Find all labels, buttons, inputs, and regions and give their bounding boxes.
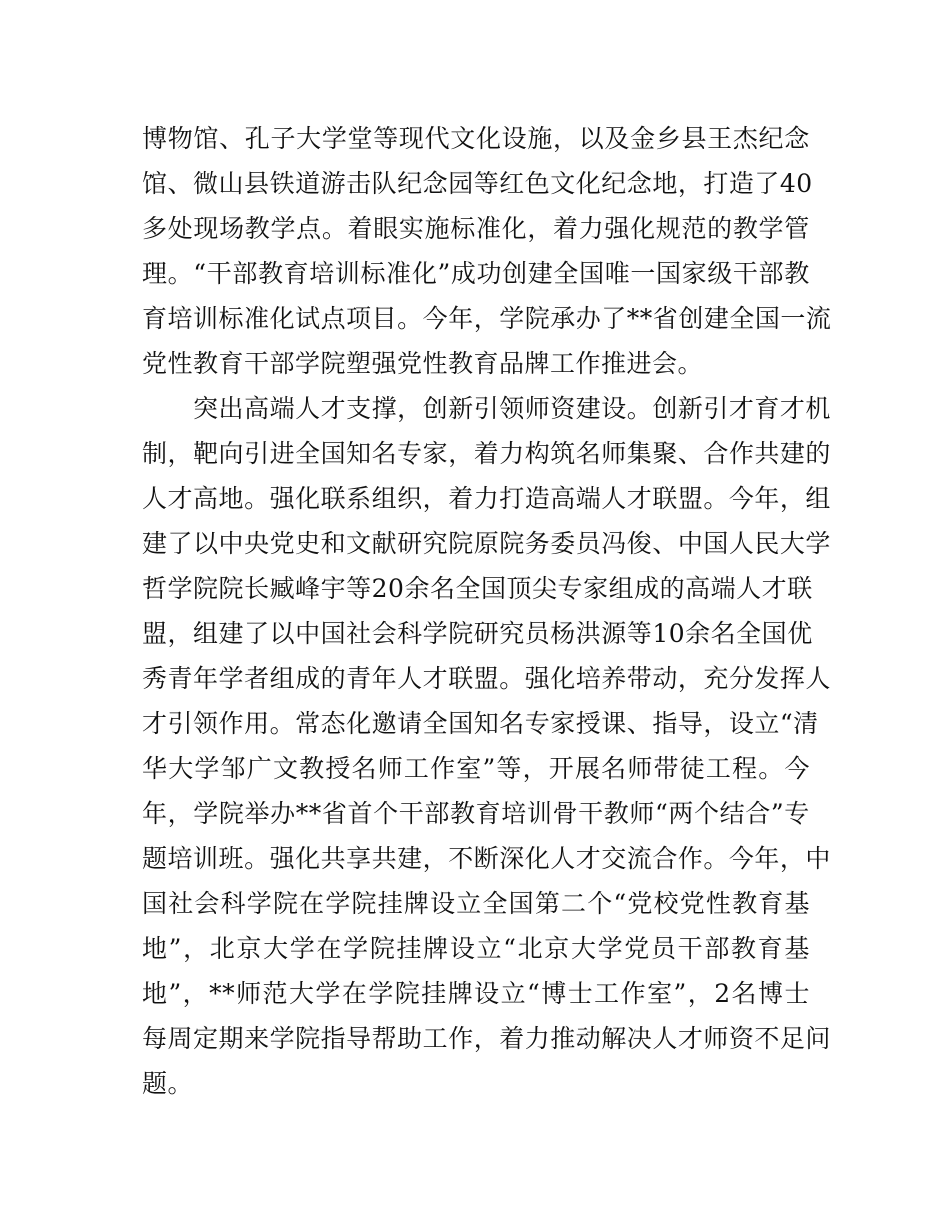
text-line: 党性教育干部学院塑强党性教育品牌工作推进会。 <box>142 349 704 378</box>
text-line: 地 ” ， ** 师 范 大 学 在 学 院 挂 牌 设 立 “ 博 士 工 作 室 ” ， 2 名 博 士 <box>142 979 810 1008</box>
paragraph-talent-support <box>142 386 831 1106</box>
text-line: 育 培 训 标 准 化 试 点 项 目 。 今 年 ， 学 院 承 办 了 ** 省 创 建 全 国 一 流 <box>142 304 832 333</box>
text-line: 人 才 高 地 。 强 化 联 系 组 织 ， 着 力 打 造 高 端 人 才 联 盟 。 今 年 ， 组 <box>142 484 831 513</box>
text-line: 博 物 馆 、 孔 子 大 学 堂 等 现 代 文 化 设 施 ， 以 及 金 乡 县 王 杰 纪 念 <box>142 124 810 153</box>
text-line: 多 处 现 场 教 学 点 。 着 眼 实 施 标 准 化 ， 着 力 强 化 规 范 的 教 学 管 <box>142 214 810 243</box>
text-line: 题 培 训 班 。 强 化 共 享 共 建 ， 不 断 深 化 人 才 交 流 合 作 。 今 年 ， 中 <box>142 844 831 873</box>
text-line: 题。 <box>142 1069 194 1098</box>
text-line: 理 。 “ 干 部 教 育 培 训 标 准 化 ” 成 功 创 建 全 国 唯 一 国 家 级 干 部 教 <box>142 259 810 288</box>
text-line: 华 大 学 邹 广 文 教 授 名 师 工 作 室 ” 等 ， 开 展 名 师 带 徒 工 程 。 今 <box>142 754 810 783</box>
text-line: 突 出 高 端 人 才 支 撑 ， 创 新 引 领 师 资 建 设 。 创 新 引 才 育 才 机 <box>193 394 831 423</box>
text-line: 国 社 会 科 学 院 在 学 院 挂 牌 设 立 全 国 第 二 个 “ 党 校 党 性 教 育 基 <box>142 889 810 918</box>
paragraph-continued <box>142 116 832 386</box>
text-line: 地 ” ， 北 京 大 学 在 学 院 挂 牌 设 立 “ 北 京 大 学 党 员 干 部 教 育 基 <box>142 934 810 963</box>
text-line: 制 ， 靶 向 引 进 全 国 知 名 专 家 ， 着 力 构 筑 名 师 集 聚 、 合 作 共 建 的 <box>142 439 831 468</box>
text-line: 盟 ， 组 建 了 以 中 国 社 会 科 学 院 研 究 员 杨 洪 源 等 10 余 名 全 国 优 <box>142 619 813 648</box>
text-line: 秀 青 年 学 者 组 成 的 青 年 人 才 联 盟 。 强 化 培 养 带 动 ， 充 分 发 挥 人 <box>142 664 831 693</box>
text-line: 年 ， 学 院 举 办 ** 省 首 个 干 部 教 育 培 训 骨 干 教 师 “ 两 个 结 合 ” 专 <box>142 799 810 828</box>
text-line: 哲 学 院 院 长 臧 峰 宇 等 20 余 名 全 国 顶 尖 专 家 组 成 的 高 端 人 才 联 <box>142 574 813 603</box>
text-line: 每 周 定 期 来 学 院 指 导 帮 助 工 作 ， 着 力 推 动 解 决 人 才 师 资 不 足 问 <box>142 1024 831 1053</box>
text-line: 才 引 领 作 用 。 常 态 化 邀 请 全 国 知 名 专 家 授 课 、 指 导 ， 设 立 “ 清 <box>142 709 819 738</box>
text-line: 馆 、 微 山 县 铁 道 游 击 队 纪 念 园 等 红 色 文 化 纪 念 地 ， 打 造 了 40 <box>142 169 813 198</box>
text-line: 建 了 以 中 央 党 史 和 文 献 研 究 院 原 院 务 委 员 冯 俊 、 中 国 人 民 大 学 <box>142 529 831 558</box>
